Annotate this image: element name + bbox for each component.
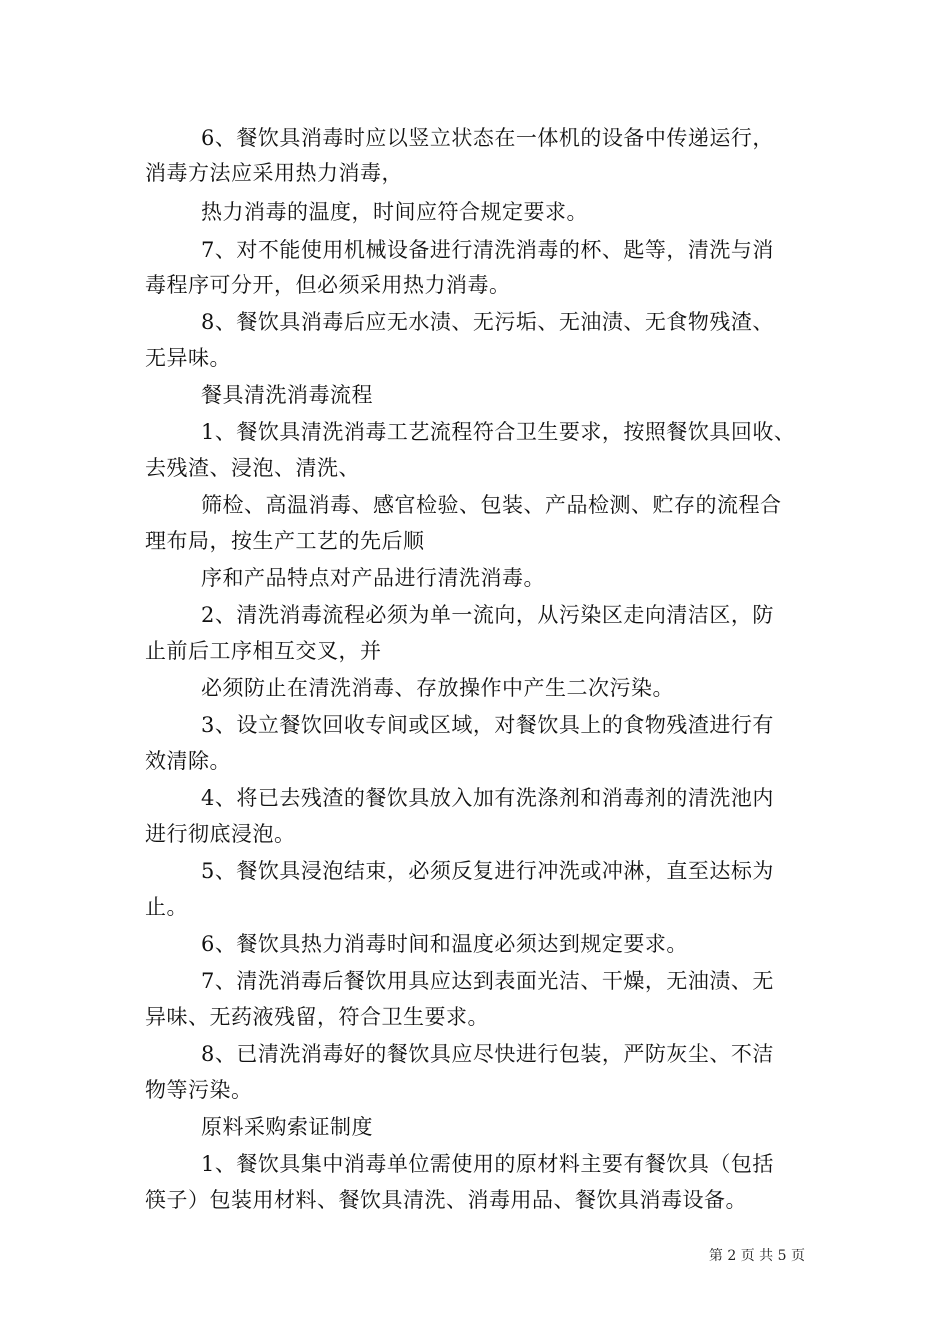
paragraph-line: 消毒方法应采用热力消毒， [145,161,403,185]
paragraph-line: 筷子）包装用材料、餐饮具清洗、消毒用品、餐饮具消毒设备。 [145,1188,747,1212]
paragraph-line: 5、餐饮具浸泡结束，必须反复进行冲洗或冲淋，直至达标为 [201,859,774,883]
paragraph-line: 去残渣、浸泡、清洗、 [145,456,360,480]
paragraph-line: 6、餐饮具热力消毒时间和温度必须达到规定要求。 [201,932,688,956]
paragraph-line: 止前后工序相互交叉，并 [145,639,382,663]
paragraph-line: 8、已清洗消毒好的餐饮具应尽快进行包装，严防灰尘、不洁 [201,1042,774,1066]
paragraph-line: 6、餐饮具消毒时应以竖立状态在一体机的设备中传递运行， [201,126,774,150]
paragraph-line: 毒程序可分开，但必须采用热力消毒。 [145,273,511,297]
paragraph-line: 1、餐饮具集中消毒单位需使用的原材料主要有餐饮具（包括 [201,1152,774,1176]
paragraph-line: 理布局，按生产工艺的先后顺 [145,529,425,553]
paragraph-line: 7、对不能使用机械设备进行清洗消毒的杯、匙等，清洗与消 [201,238,774,262]
paragraph-line: 进行彻底浸泡。 [145,822,296,846]
paragraph-line: 效清除。 [145,749,231,773]
paragraph-line: 必须防止在清洗消毒、存放操作中产生二次污染。 [201,676,674,700]
section-heading: 原料采购索证制度 [201,1115,373,1139]
paragraph-line: 4、将已去残渣的餐饮具放入加有洗涤剂和消毒剂的清洗池内 [201,786,774,810]
paragraph-line: 7、清洗消毒后餐饮用具应达到表面光洁、干燥，无油渍、无 [201,969,774,993]
paragraph-line: 热力消毒的温度，时间应符合规定要求。 [201,200,588,224]
paragraph-line: 8、餐饮具消毒后应无水渍、无污垢、无油渍、无食物残渣、 [201,310,774,334]
paragraph-line: 筛检、高温消毒、感官检验、包装、产品检测、贮存的流程合 [201,493,782,517]
paragraph-line: 无异味。 [145,346,231,370]
paragraph-line: 物等污染。 [145,1078,253,1102]
paragraph-line: 序和产品特点对产品进行清洗消毒。 [201,566,545,590]
paragraph-line: 止。 [145,895,188,919]
paragraph-line: 2、清洗消毒流程必须为单一流向，从污染区走向清洁区，防 [201,603,774,627]
paragraph-line: 异味、无药液残留，符合卫生要求。 [145,1005,489,1029]
page-number-footer: 第 2 页 共 5 页 [708,1248,805,1264]
paragraph-line: 3、设立餐饮回收专间或区域，对餐饮具上的食物残渣进行有 [201,713,774,737]
paragraph-line: 1、餐饮具清洗消毒工艺流程符合卫生要求，按照餐饮具回收、 [201,420,796,444]
section-heading: 餐具清洗消毒流程 [201,383,373,407]
